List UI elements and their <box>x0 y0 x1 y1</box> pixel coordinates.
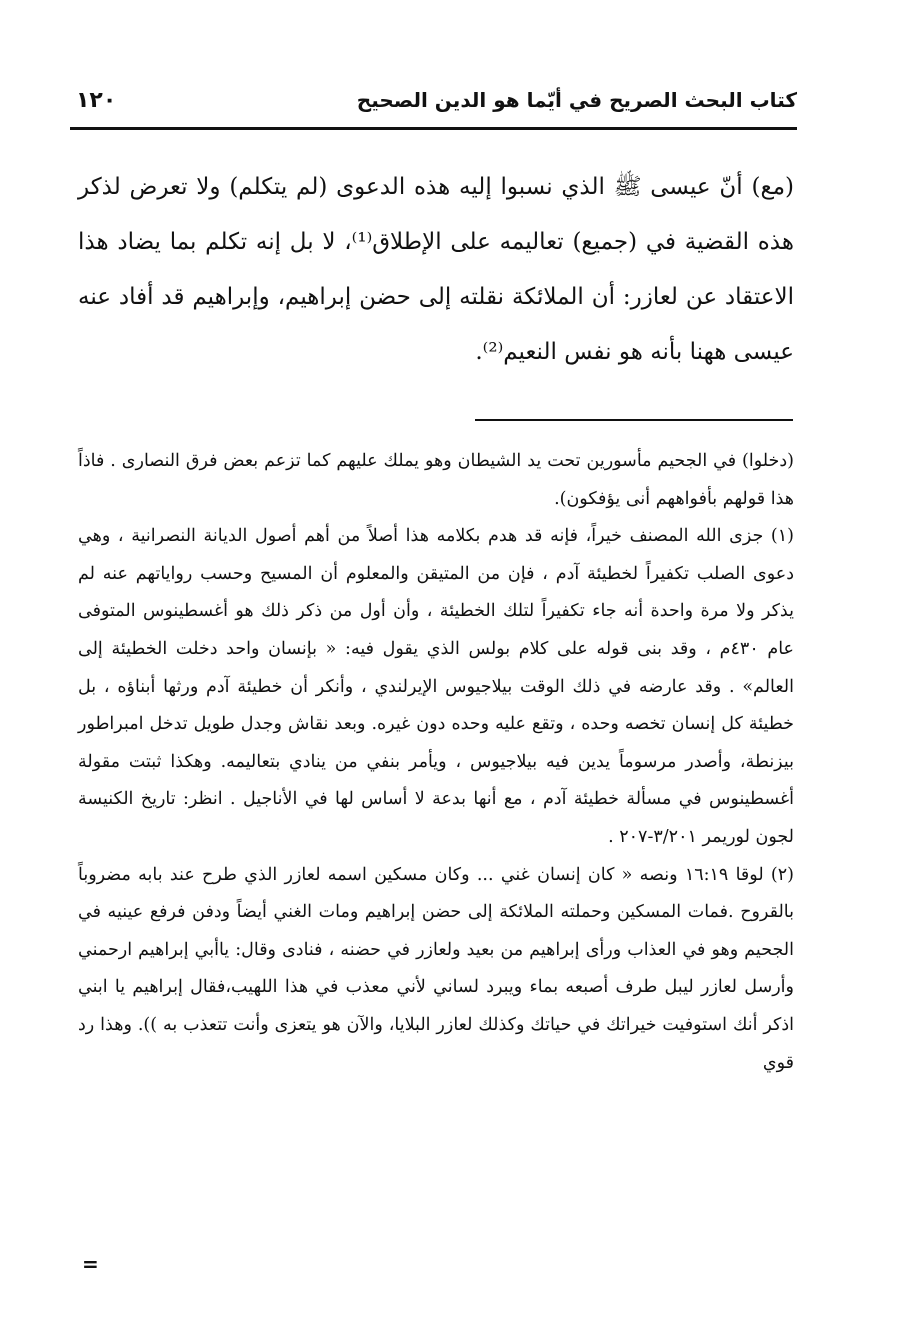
header-rule <box>70 127 797 130</box>
footnotes-section <box>78 443 794 1082</box>
footnote-1: (١) جزى الله المصنف خيراً، فإنه قد هدم بكلامه هذا أصلاً من أهم أصول الديانة النصرانية ، وهي دعوى الصلب تكفيراً لخطيئة آدم ، فإن من المتيقن والمعلوم أن المسيح وحسب رواياتهم عنه لم يذكر ولا مرة واحدة أنه جاء تكفيراً لتلك الخطيئة ، وأن أول من ذكر ذلك هو أغسطينوس المتوفى عام ٤٣٠م ، وقد بنى قوله على كلام بولس الذي يقول فيه: « بإنسان واحد دخلت الخطيئة إلى العالم» . وقد عارضه في ذلك الوقت بيلاجيوس الإيرلندي ، وأنكر أن خطيئة آدم ورثها أبناؤه ، بل خطيئة كل إنسان تخصه وحده ، وتقع عليه وحده دون غيره. وبعد نقاش وجدل طويل تدخل امبراطور بيزنطة، وأصدر مرسوماً يدين فيه بيلاجيوس ، ويأمر بنفي من ينادي بتعاليمه. وهكذا ثبتت مقولة أغسطينوس في مسألة خطيئة آدم ، مع أنها بدعة لا أساس لها في الأناجيل . انظر: تاريخ الكنيسة لجون لوريمر ٣/٢٠١-٢٠٧ . <box>78 526 794 847</box>
running-header <box>70 80 797 124</box>
page-number: ١٢٠ <box>76 88 117 113</box>
footnote-2: (٢) لوقا ١٦:١٩ ونصه « كان إنسان غني ... وكان مسكين اسمه لعازر الذي طرح عند بابه مضروباً بالقروح .فمات المسكين وحملته الملائكة إلى حضن إبراهيم ومات الغني أيضاً ودفن فرفع عينيه في الجحيم وهو في العذاب ورأى إبراهيم من بعيد ولعازر في حضنه ، فنادى وقال: ياأبي إبراهيم ارحمني وأرسل لعازر ليبل طرف أصبعه بماء ويبرد لساني لأني معذب في هذا اللهيب،فقال إبراهيم يا ابني اذكر أنك استوفيت خيراتك في حياتك وكذلك لعازر البلايا، والآن هو يتعزى وأنت تتعذب به )). وهذا رد قوي <box>78 864 794 1073</box>
book-title: كتاب البحث الصريح في أيّما هو الدين الصحيح <box>356 88 797 112</box>
footnote-separator <box>475 419 793 421</box>
footnote-carryover: (دخلوا) في الجحيم مأسورين تحت يد الشيطان وهو يملك عليهم كما تزعم بعض فرق النصارى . فاذاً هذا قولهم بأفواههم أنى يؤفكون). <box>78 451 794 509</box>
continuation-mark: = <box>82 1252 99 1276</box>
main-paragraph: (مع) أنّ عيسى ﷺ الذي نسبوا إليه هذه الدعوى (لم يتكلم) ولا تعرض لذكر هذه القضية في (جميع) تعاليمه على الإطلاق⁽¹⁾، لا بل إنه تكلم بما يضاد هذا الاعتقاد عن لعازر: أن الملائكة نقلته إلى حضن إبراهيم، وإبراهيم قد أفاد عنه عيسى ههنا بأنه هو نفس النعيم⁽²⁾. <box>78 174 795 365</box>
